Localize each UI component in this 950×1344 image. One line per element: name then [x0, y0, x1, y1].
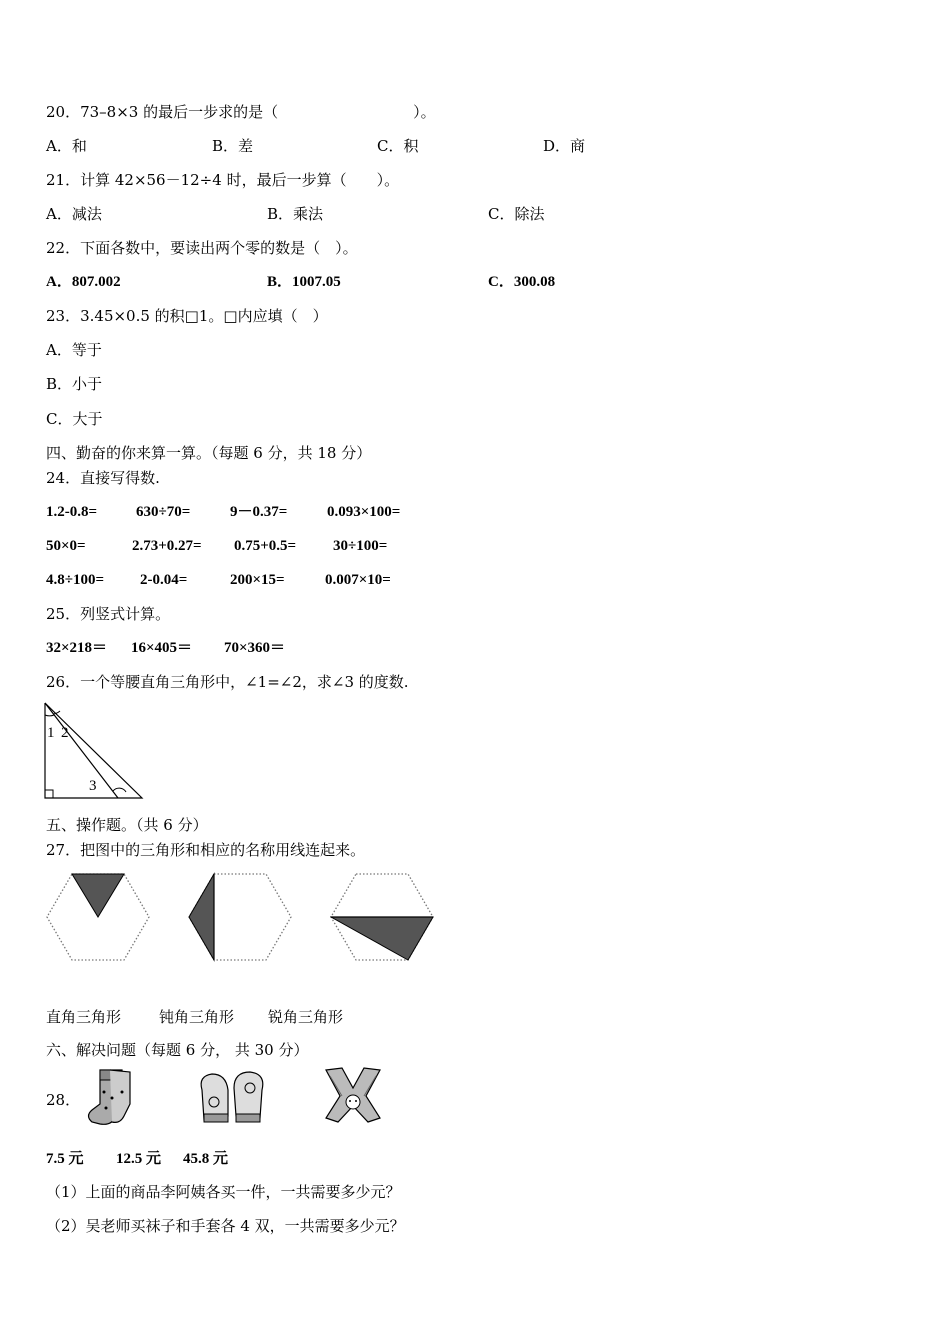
q21-option-c: C．除法	[488, 205, 545, 223]
q20-stem: 20．73–8×3 的最后一步求的是（ ）。	[46, 103, 436, 121]
q23-option-a: A．等于	[46, 341, 102, 359]
section-4-title: 四、勤奋的你来算一算。（每题 6 分，共 18 分）	[46, 444, 372, 462]
price-scarf: 45.8 元	[183, 1151, 229, 1167]
q20-option-b: B．差	[212, 137, 254, 155]
q20-option-c: C．积	[377, 137, 419, 155]
price-mittens: 12.5 元	[116, 1151, 162, 1167]
q25-stem: 25．列竖式计算。	[46, 605, 171, 623]
q24-r1-c1: 1.2-0.8=	[46, 504, 98, 520]
q24-r3-c2: 2-0.04=	[140, 572, 188, 588]
hexagon-obtuse-triangle-figure	[330, 872, 434, 962]
q24-r2-c1: 50×0=	[46, 538, 86, 554]
q28-sub-question-1: （1）上面的商品李阿姨各买一件，一共需要多少元？	[46, 1183, 401, 1201]
q24-r1-c4: 0.093×100=	[327, 504, 401, 520]
q26-stem: 26．一个等腰直角三角形中，∠1=∠2，求∠3 的度数.	[46, 673, 409, 691]
angle-1-label: 1	[47, 725, 55, 741]
q23-option-c: C．大于	[46, 410, 103, 428]
q28-number: 28．	[46, 1091, 81, 1109]
section-6-title: 六、解决问题（每题 6 分， 共 30 分）	[46, 1041, 309, 1059]
q24-r1-c3: 9－0.37=	[230, 504, 288, 520]
q22-option-b: B．1007.05	[267, 274, 341, 290]
mittens-picture	[196, 1068, 268, 1128]
q22-option-c: C．300.08	[488, 274, 556, 290]
q24-r3-c1: 4.8÷100=	[46, 572, 105, 588]
scarf-picture	[322, 1066, 384, 1126]
name-obtuse-triangle: 钝角三角形	[159, 1008, 235, 1026]
section-5-title: 五、操作题。（共 6 分）	[46, 816, 208, 834]
q23-option-b: B．小于	[46, 375, 103, 393]
hexagon-right-triangle-figure	[188, 872, 292, 962]
q27-stem: 27．把图中的三角形和相应的名称用线连起来。	[46, 841, 366, 859]
q21-option-a: A．减法	[46, 205, 102, 223]
angle-2-label: 2	[61, 725, 69, 741]
q24-r3-c3: 200×15=	[230, 572, 285, 588]
name-right-triangle: 直角三角形	[46, 1008, 122, 1026]
q24-r2-c4: 30÷100=	[333, 538, 388, 554]
socks-picture	[86, 1068, 136, 1128]
q21-stem: 21．计算 42×56－12÷4 时，最后一步算（ ）。	[46, 171, 400, 189]
q24-r2-c2: 2.73+0.27=	[132, 538, 202, 554]
q24-r1-c2: 630÷70=	[136, 504, 191, 520]
q23-stem: 23．3.45×0.5 的积□1。□内应填（ ）	[46, 307, 328, 325]
q20-option-d: D．商	[543, 137, 586, 155]
q21-option-b: B．乘法	[267, 205, 324, 223]
q20-option-a: A．和	[46, 137, 87, 155]
q28-sub-question-2: （2）吴老师买袜子和手套各 4 双，一共需要多少元？	[46, 1217, 405, 1235]
q24-stem: 24．直接写得数.	[46, 469, 160, 487]
q22-stem: 22．下面各数中，要读出两个零的数是（ ）。	[46, 239, 358, 257]
right-triangle-figure	[40, 700, 150, 802]
name-acute-triangle: 锐角三角形	[268, 1008, 344, 1026]
q25-item-2: 16×405＝	[131, 640, 193, 656]
q25-item-3: 70×360＝	[224, 640, 286, 656]
hexagon-acute-triangle-figure	[46, 872, 150, 962]
angle-3-label: 3	[89, 778, 97, 794]
q24-r3-c4: 0.007×10=	[325, 572, 391, 588]
price-socks: 7.5 元	[46, 1151, 84, 1167]
q22-option-a: A．807.002	[46, 274, 121, 290]
q24-r2-c3: 0.75+0.5=	[234, 538, 297, 554]
q25-item-1: 32×218＝	[46, 640, 108, 656]
